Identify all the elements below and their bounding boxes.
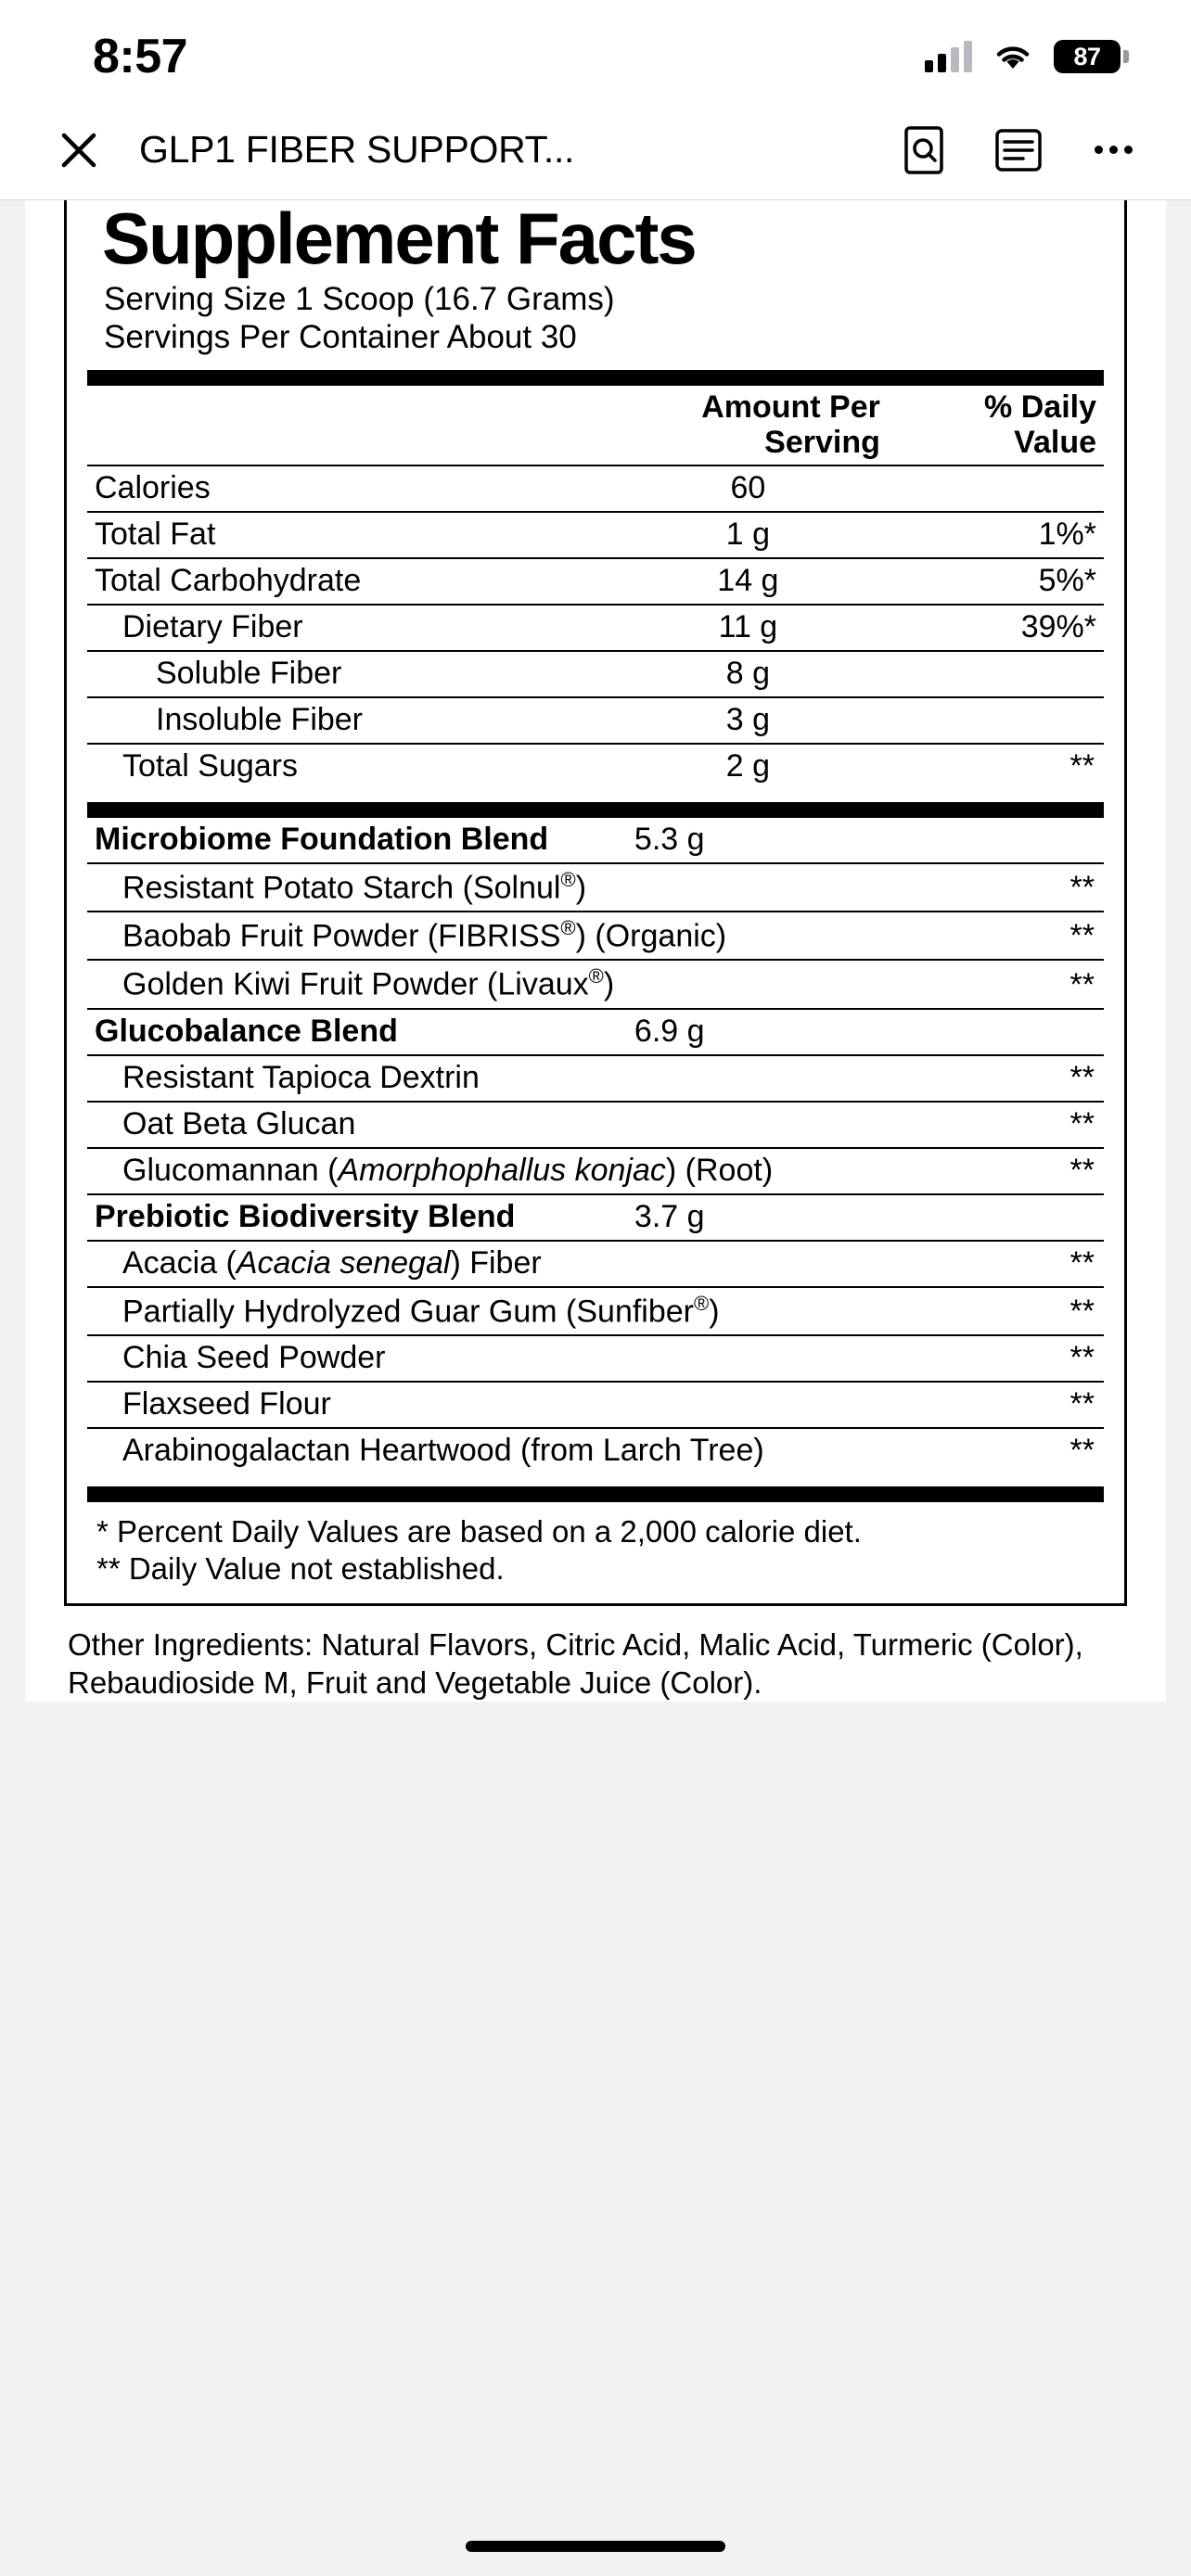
ingredient-dv: **: [880, 960, 1104, 1008]
nutrient-dv: [880, 465, 1104, 512]
header-spacer: [87, 386, 616, 465]
nutrient-amount: 3 g: [616, 697, 880, 744]
ingredient-row: [87, 960, 1104, 1008]
header-daily-value: [880, 386, 1104, 465]
status-bar: [0, 0, 1191, 100]
ingredient-row: [87, 1055, 1104, 1102]
blend-name: Glucobalance Blend: [87, 1009, 616, 1055]
ingredient-row: [87, 863, 1104, 912]
page-search-icon[interactable]: [898, 124, 950, 176]
header-dv-line2: Value: [1014, 424, 1096, 460]
header-dv-line1: % Daily: [984, 389, 1096, 425]
nutrient-name: Total Carbohydrate: [87, 558, 616, 605]
footnote-not-established: ** Daily Value not established.: [96, 1550, 505, 1586]
ingredient-dv: **: [880, 1241, 1104, 1287]
nutrient-name: Dietary Fiber: [87, 605, 616, 651]
ingredient-row: [87, 1382, 1104, 1428]
ingredient-dv: **: [880, 1382, 1104, 1428]
page-content[interactable]: [0, 200, 1191, 2576]
footnotes: [87, 1502, 1104, 1590]
divider-thick-bottom: [87, 1486, 1104, 1502]
ingredient-row: [87, 1428, 1104, 1473]
blend-table-1: [87, 818, 1104, 1473]
status-time: 8:57: [93, 30, 188, 83]
ingredient-name: Baobab Fruit Powder (FIBRISS®) (Organic): [87, 912, 880, 960]
table-row: [87, 744, 1104, 789]
nutrient-amount: 2 g: [725, 747, 771, 784]
footnote-daily-values: * Percent Daily Values are based on a 2,000 calorie diet.: [96, 1514, 862, 1549]
reader-icon[interactable]: [992, 124, 1044, 176]
ingredient-row: [87, 1287, 1104, 1335]
blend-header-row: [87, 818, 1104, 863]
nutrient-name: Total Sugars: [122, 747, 298, 784]
blend-amount: 5.3 g: [616, 818, 880, 863]
home-indicator[interactable]: [466, 2541, 725, 2552]
nutrient-name: Total Fat: [87, 512, 616, 558]
divider-thick-top: [87, 370, 1104, 386]
header-amount-line2: Serving: [764, 424, 880, 460]
blend-amount: 6.9 g: [616, 1009, 880, 1055]
ingredient-row: [87, 1241, 1104, 1287]
ingredient-name: Chia Seed Powder: [87, 1335, 880, 1382]
navigation-bar: [0, 100, 1191, 200]
header-amount-line1: Amount Per: [701, 389, 880, 425]
serving-size: Serving Size 1 Scoop (16.7 Grams): [104, 281, 615, 317]
header-amount: [616, 386, 880, 465]
nutrient-dv: [880, 697, 1104, 744]
ingredient-name: Flaxseed Flour: [87, 1382, 880, 1428]
ingredient-dv: **: [1069, 1433, 1095, 1469]
nutrient-amount: 11 g: [616, 605, 880, 651]
table-row: [87, 697, 1104, 744]
ingredient-name: Oat Beta Glucan: [87, 1102, 880, 1148]
table-row: [87, 605, 1104, 651]
page-title: GLP1 FIBER SUPPORT...: [139, 128, 575, 171]
cellular-icon: [925, 41, 972, 72]
ingredient-name: Resistant Tapioca Dextrin: [87, 1055, 880, 1102]
nutrient-amount: 8 g: [616, 651, 880, 697]
nutrient-dv: [880, 651, 1104, 697]
blend-name: Prebiotic Biodiversity Blend: [87, 1194, 616, 1241]
ingredient-dv: **: [880, 1335, 1104, 1382]
ingredient-row: [87, 1335, 1104, 1382]
ingredient-name: Partially Hydrolyzed Guar Gum (Sunfiber®): [87, 1287, 880, 1335]
table-row: [87, 558, 1104, 605]
ingredient-name: Golden Kiwi Fruit Powder (Livaux®): [87, 960, 880, 1008]
nav-actions: [898, 124, 1146, 176]
ingredient-dv: **: [880, 1102, 1104, 1148]
blend-dv: [880, 818, 1104, 863]
nutrient-amount: 60: [616, 465, 880, 512]
servings-per-container: Servings Per Container About 30: [104, 319, 577, 356]
nutrient-name: Calories: [87, 465, 616, 512]
other-ingredients: Other Ingredients: Natural Flavors, Citric Acid, Malic Acid, Turmeric (Color), Rebaudioside M, Fruit and Vegetable Juice (Color).: [68, 1627, 1083, 1700]
close-icon[interactable]: [45, 116, 113, 185]
ingredient-row: [87, 912, 1104, 960]
ingredient-name: Glucomannan (Amorphophallus konjac) (Root): [87, 1148, 880, 1194]
ingredient-row: [87, 1102, 1104, 1148]
table-header-row: [87, 386, 1104, 465]
supplement-facts-title: Supplement Facts: [102, 200, 696, 279]
ingredient-dv: **: [880, 1055, 1104, 1102]
ingredient-dv: **: [880, 863, 1104, 912]
blend-header-row: [87, 1009, 1104, 1055]
wifi-icon: [992, 41, 1033, 72]
battery-icon: [1054, 40, 1121, 73]
nutrient-dv: 39%*: [880, 605, 1104, 651]
ingredient-dv: **: [880, 1148, 1104, 1194]
blend-dv: [880, 1194, 1104, 1241]
nutrient-name: Soluble Fiber: [87, 651, 616, 697]
ingredient-name: Acacia (Acacia senegal) Fiber: [87, 1241, 880, 1287]
nutrient-dv: 5%*: [880, 558, 1104, 605]
ingredient-row: [87, 1148, 1104, 1194]
ingredient-name: Resistant Potato Starch (Solnul®): [87, 863, 880, 912]
supplement-facts-panel: [64, 200, 1127, 1606]
divider-thick-middle: [87, 802, 1104, 818]
status-indicators: [925, 27, 1133, 73]
blend-name: Microbiome Foundation Blend: [87, 818, 616, 863]
nutrient-amount: 1 g: [616, 512, 880, 558]
nutrient-amount: 14 g: [616, 558, 880, 605]
nutrient-dv: 1%*: [880, 512, 1104, 558]
ingredient-dv: **: [880, 912, 1104, 960]
blend-amount: 3.7 g: [616, 1194, 880, 1241]
table-row: [87, 512, 1104, 558]
battery-level: 87: [1073, 42, 1101, 70]
nutrition-table: [87, 386, 1104, 789]
table-row: [87, 651, 1104, 697]
blend-dv: [880, 1009, 1104, 1055]
more-options-icon[interactable]: [1087, 124, 1139, 176]
nutrient-dv: **: [1069, 747, 1095, 784]
table-row: [87, 465, 1104, 512]
nutrient-name: Insoluble Fiber: [87, 697, 616, 744]
ingredient-name: Arabinogalactan Heartwood (from Larch Tree): [122, 1433, 764, 1469]
supplement-label-document: [25, 200, 1166, 1702]
blend-header-row: [87, 1194, 1104, 1241]
ingredient-dv: **: [880, 1287, 1104, 1335]
